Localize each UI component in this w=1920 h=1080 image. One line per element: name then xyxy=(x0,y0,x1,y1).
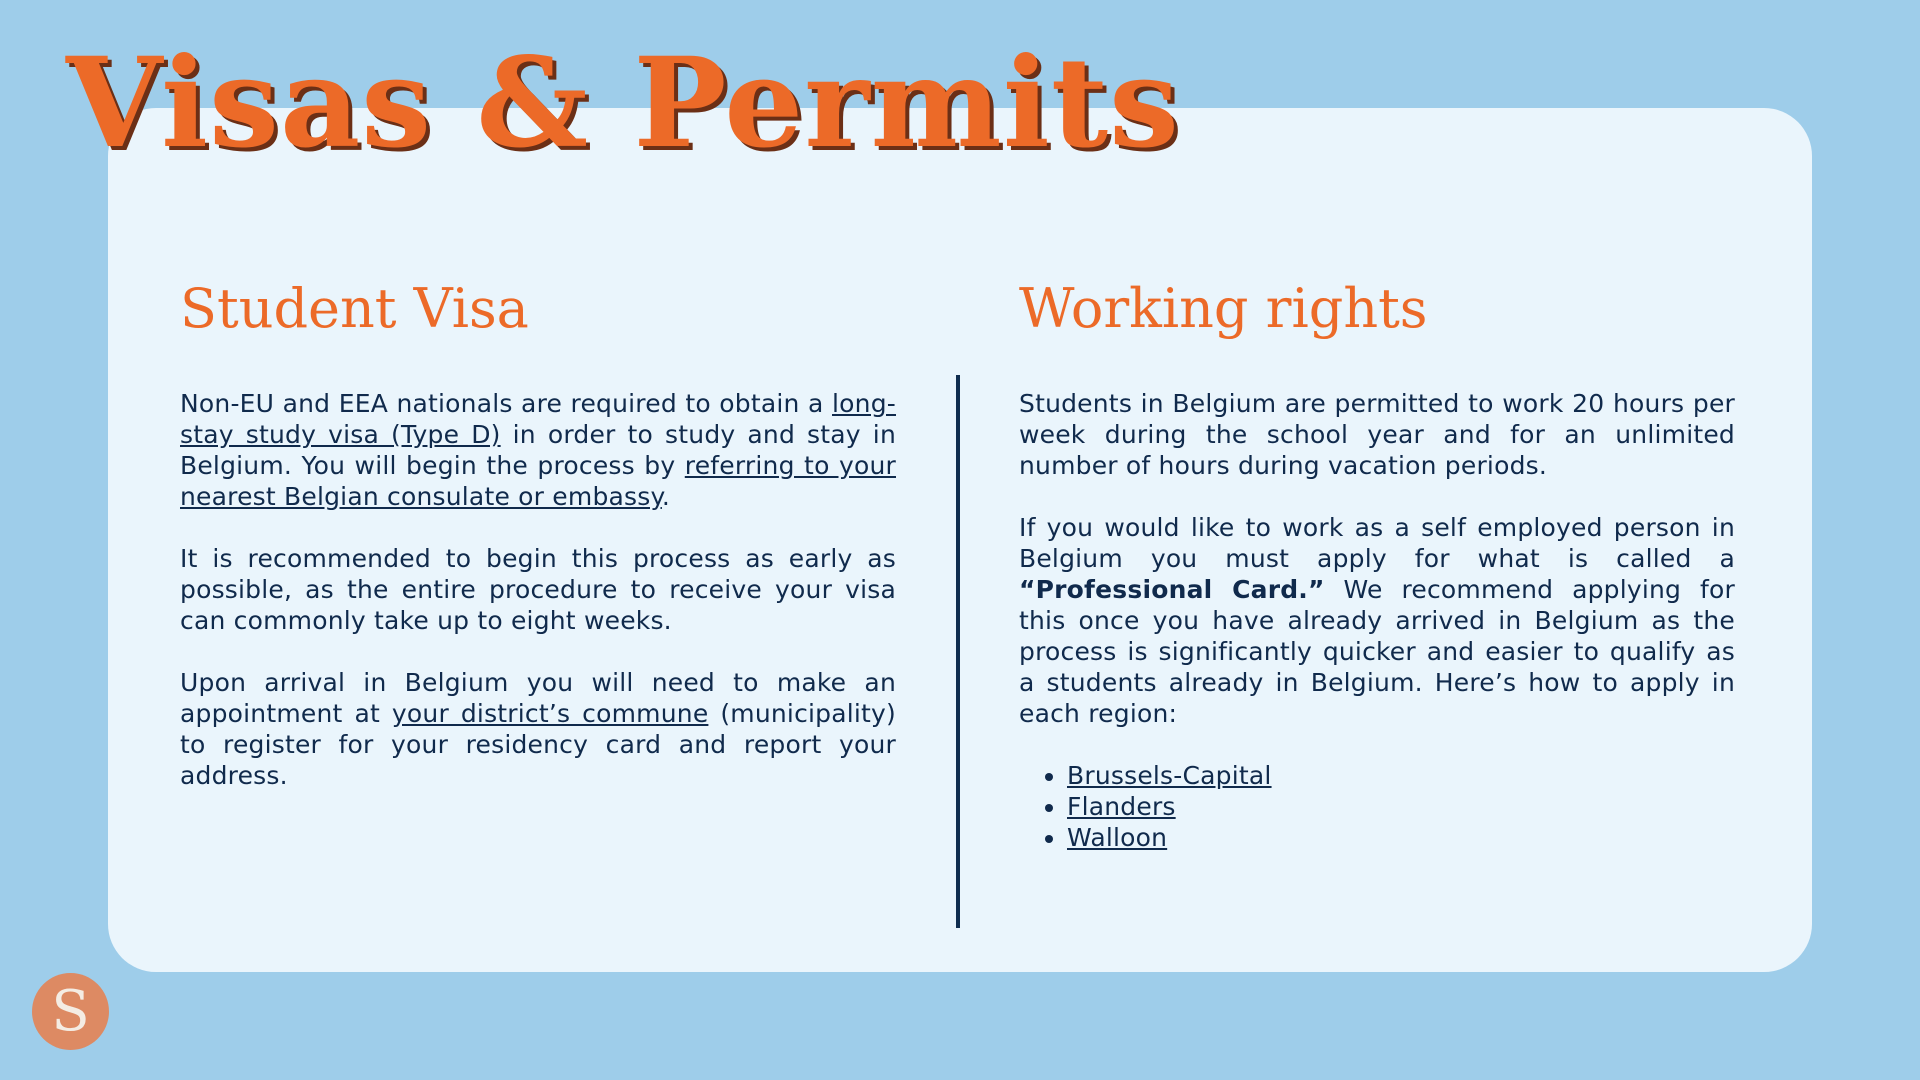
student-visa-body xyxy=(180,388,896,791)
region-item xyxy=(1067,760,1735,791)
working-rights-body xyxy=(1019,388,1735,853)
region-list xyxy=(1019,760,1735,853)
commune-link[interactable]: your district’s commune xyxy=(391,699,709,728)
student-visa-paragraph-3 xyxy=(180,667,896,791)
region-item xyxy=(1067,822,1735,853)
brand-logo: S xyxy=(32,973,109,1050)
text-run: Non-EU and EEA nationals are required to obtain a xyxy=(180,389,833,418)
text-run: Upon arrival in Belgium you will need to make an appointment at xyxy=(180,668,896,728)
study-visa-link[interactable]: long-stay study visa (Type D) xyxy=(180,389,896,449)
text-run: . xyxy=(661,482,671,511)
student-visa-paragraph-2: It is recommended to begin this process as early as possible, as the entire procedure to receive your visa can commonly take up to eight weeks. xyxy=(180,544,896,635)
text-run: If you would like to work as a self employed person in Belgium you must apply for what is called a xyxy=(1019,513,1735,573)
professional-card-term: “Professional Card.” xyxy=(1019,575,1325,604)
working-rights-paragraph-1: Students in Belgium are permitted to work 20 hours per week during the school year and for an unlimited number of hours during vacation periods. xyxy=(1019,389,1735,480)
region-item xyxy=(1067,791,1735,822)
column-divider xyxy=(956,375,960,928)
page-title: Visas & Permits xyxy=(66,31,1180,176)
region-link-walloon[interactable]: Walloon xyxy=(1067,823,1168,852)
region-link-brussels[interactable]: Brussels-Capital xyxy=(1067,761,1272,790)
text-run: We recommend applying for this once you have already arrived in Belgium as the process is significantly quicker and easier to qualify as a students already in Belgium. Here’s how to apply in each region: xyxy=(1019,575,1735,728)
region-link-flanders[interactable]: Flanders xyxy=(1067,792,1176,821)
consulate-link[interactable]: referring to your nearest Belgian consulate or embassy xyxy=(180,451,896,511)
student-visa-paragraph-1 xyxy=(180,388,896,512)
text-run: in order to study and stay in Belgium. You will begin the process by xyxy=(180,420,897,480)
working-rights-section xyxy=(1019,276,1735,853)
working-rights-paragraph-2 xyxy=(1019,512,1735,729)
student-visa-section xyxy=(180,276,896,822)
student-visa-heading: Student Visa xyxy=(180,277,529,340)
working-rights-heading: Working rights xyxy=(1019,277,1428,340)
text-run: (municipality) to register for your residency card and report your address. xyxy=(180,699,897,790)
